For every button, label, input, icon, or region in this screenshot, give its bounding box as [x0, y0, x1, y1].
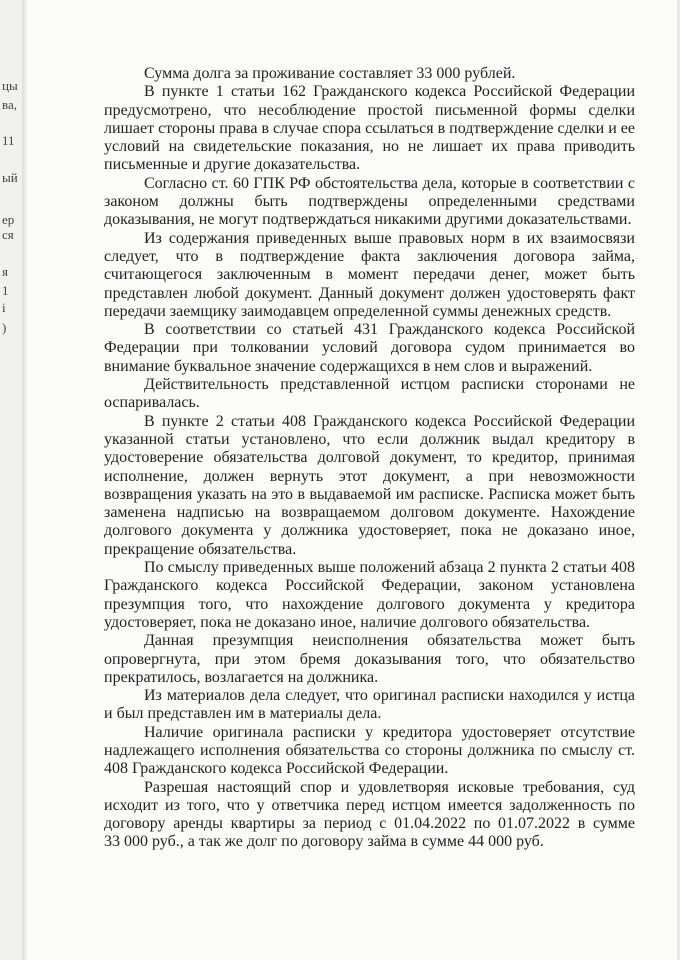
text-line: прекратилось, возлагается на должника.	[104, 668, 379, 686]
text-line: указанной статьи установлено, что если должник выдал кредитору в	[104, 430, 635, 448]
left-page-text-fragment: 11	[2, 133, 15, 148]
text-line: оспаривалась.	[104, 394, 200, 412]
text-line: Наличие оригинала расписки у кредитора удостоверяет отсутствие	[144, 723, 635, 741]
text-line: В пункте 2 статьи 408 Гражданского кодекса Российской Федерации	[144, 412, 635, 430]
text-line: презумпция того, что нахождение долгового документа у кредитора	[104, 595, 635, 613]
left-page-margin	[0, 0, 23, 960]
text-line: Сумма долга за проживание составляет 33 000 рублей.	[144, 65, 516, 82]
paragraph	[104, 376, 635, 413]
text-line: следует, что в подтверждение факта заключения договора займа,	[104, 247, 635, 265]
text-line: представлен любой документ. Данный документ должен удостоверять факт	[104, 284, 635, 302]
left-page-text-fragment: я	[2, 264, 8, 279]
text-line: доказывания, не могут подтверждаться никакими другими доказательствами.	[104, 211, 632, 229]
left-page-text-fragment: цы	[2, 78, 18, 93]
text-line: внимание буквальное значение содержащихся в нем слов и выражений.	[104, 357, 593, 375]
text-line: В пункте 1 статьи 162 Гражданского кодекса Российской Федерации	[144, 83, 635, 101]
text-line: письменные и другие доказательства.	[104, 156, 361, 174]
left-page-text-fragment: 1	[2, 283, 9, 298]
text-line: В соответствии со статьей 431 Гражданского кодекса Российской	[144, 321, 635, 339]
text-line: возвращения указать на это в выдаваемой им расписке. Расписка может быть	[104, 485, 635, 503]
paragraph	[104, 230, 635, 321]
text-line: считающегося заключенным в момент передачи денег, может быть	[104, 266, 635, 284]
text-line: и был представлен им в материалы дела.	[104, 705, 382, 723]
left-page-text-fragment: ся	[2, 227, 14, 242]
paragraph	[104, 724, 635, 779]
text-line: заменена надписью на возвращаемом долговом документе. Нахождение	[104, 504, 635, 522]
text-line: Действительность представленной истцом расписки сторонами не	[144, 376, 635, 394]
text-line: опровергнута, при этом бремя доказывания того, что обязательство	[104, 650, 635, 668]
text-line: Данная презумпция неисполнения обязательства может быть	[144, 632, 635, 650]
text-line: 408 Гражданского кодекса Российской Федерации.	[104, 760, 449, 778]
text-line: исходит из того, что у ответчика перед истцом имеется задолженность по	[104, 796, 635, 814]
left-page-text-fragment: ва,	[2, 97, 17, 112]
text-line: договору аренды квартиры за период с 01.04.2022 по 01.07.2022 в сумме	[104, 815, 635, 833]
text-line: Федерации при толковании условий договора судом принимается во	[104, 339, 635, 357]
paragraph	[104, 413, 635, 559]
text-line: 33 000 руб., а так же долг по договору займа в сумме 44 000 руб.	[104, 833, 544, 851]
text-line: Из содержания приведенных выше правовых норм в их взаимосвязи	[144, 229, 635, 247]
paragraph	[104, 321, 635, 376]
text-line: исполнение, должен вернуть этот документ, а при невозможности	[104, 467, 635, 485]
text-line: условий на свидетельские показания, но не лишает их права приводить	[104, 138, 635, 156]
paragraph	[104, 632, 635, 687]
left-page-text-fragment: ер	[2, 212, 15, 227]
text-line: Из материалов дела следует, что оригинал расписки находился у истца	[144, 687, 635, 705]
paragraph	[104, 779, 635, 852]
left-page-text-fragment: )	[2, 320, 7, 335]
text-line: удостоверяет, пока не доказано иное, наличие долгового обязательства.	[104, 613, 591, 631]
paragraph	[104, 65, 635, 83]
left-page-text-fragment: ый	[2, 170, 18, 185]
text-line: Гражданского кодекса Российской Федерации, законом установлена	[104, 577, 635, 595]
paragraph	[104, 83, 635, 174]
text-line: Разрешая настоящий спор и удовлетворяя исковые требования, суд	[144, 778, 635, 796]
text-line: удостоверение обязательства долговой документ, то кредитор, принимая	[104, 449, 635, 467]
document-body	[104, 65, 635, 852]
text-line: По смыслу приведенных выше положений абзаца 2 пункта 2 статьи 408	[144, 559, 635, 577]
text-line: лишает стороны права в случае спора ссылаться в подтверждение сделки и ее	[104, 119, 635, 137]
text-line: передачи заемщику заимодавцем определенной суммы денежных средств.	[104, 302, 612, 320]
text-line: надлежащего исполнения обязательства со стороны должника по смыслу ст.	[104, 741, 635, 759]
text-line: долгового документа у должника удостоверяет, пока не доказано иное,	[104, 522, 635, 540]
text-line: предусмотрено, что несоблюдение простой письменной формы сделки	[104, 101, 635, 119]
text-line: прекращение обязательства.	[104, 540, 297, 558]
left-page-text-fragment: і	[2, 300, 6, 315]
paragraph	[104, 559, 635, 632]
paragraph	[104, 687, 635, 724]
page-fold-shadow	[22, 0, 28, 960]
text-line: законом должны быть подтверждены определенными средствами	[104, 193, 635, 211]
text-line: Согласно ст. 60 ГПК РФ обстоятельства дела, которые в соответствии с	[144, 174, 635, 192]
paragraph	[104, 175, 635, 230]
